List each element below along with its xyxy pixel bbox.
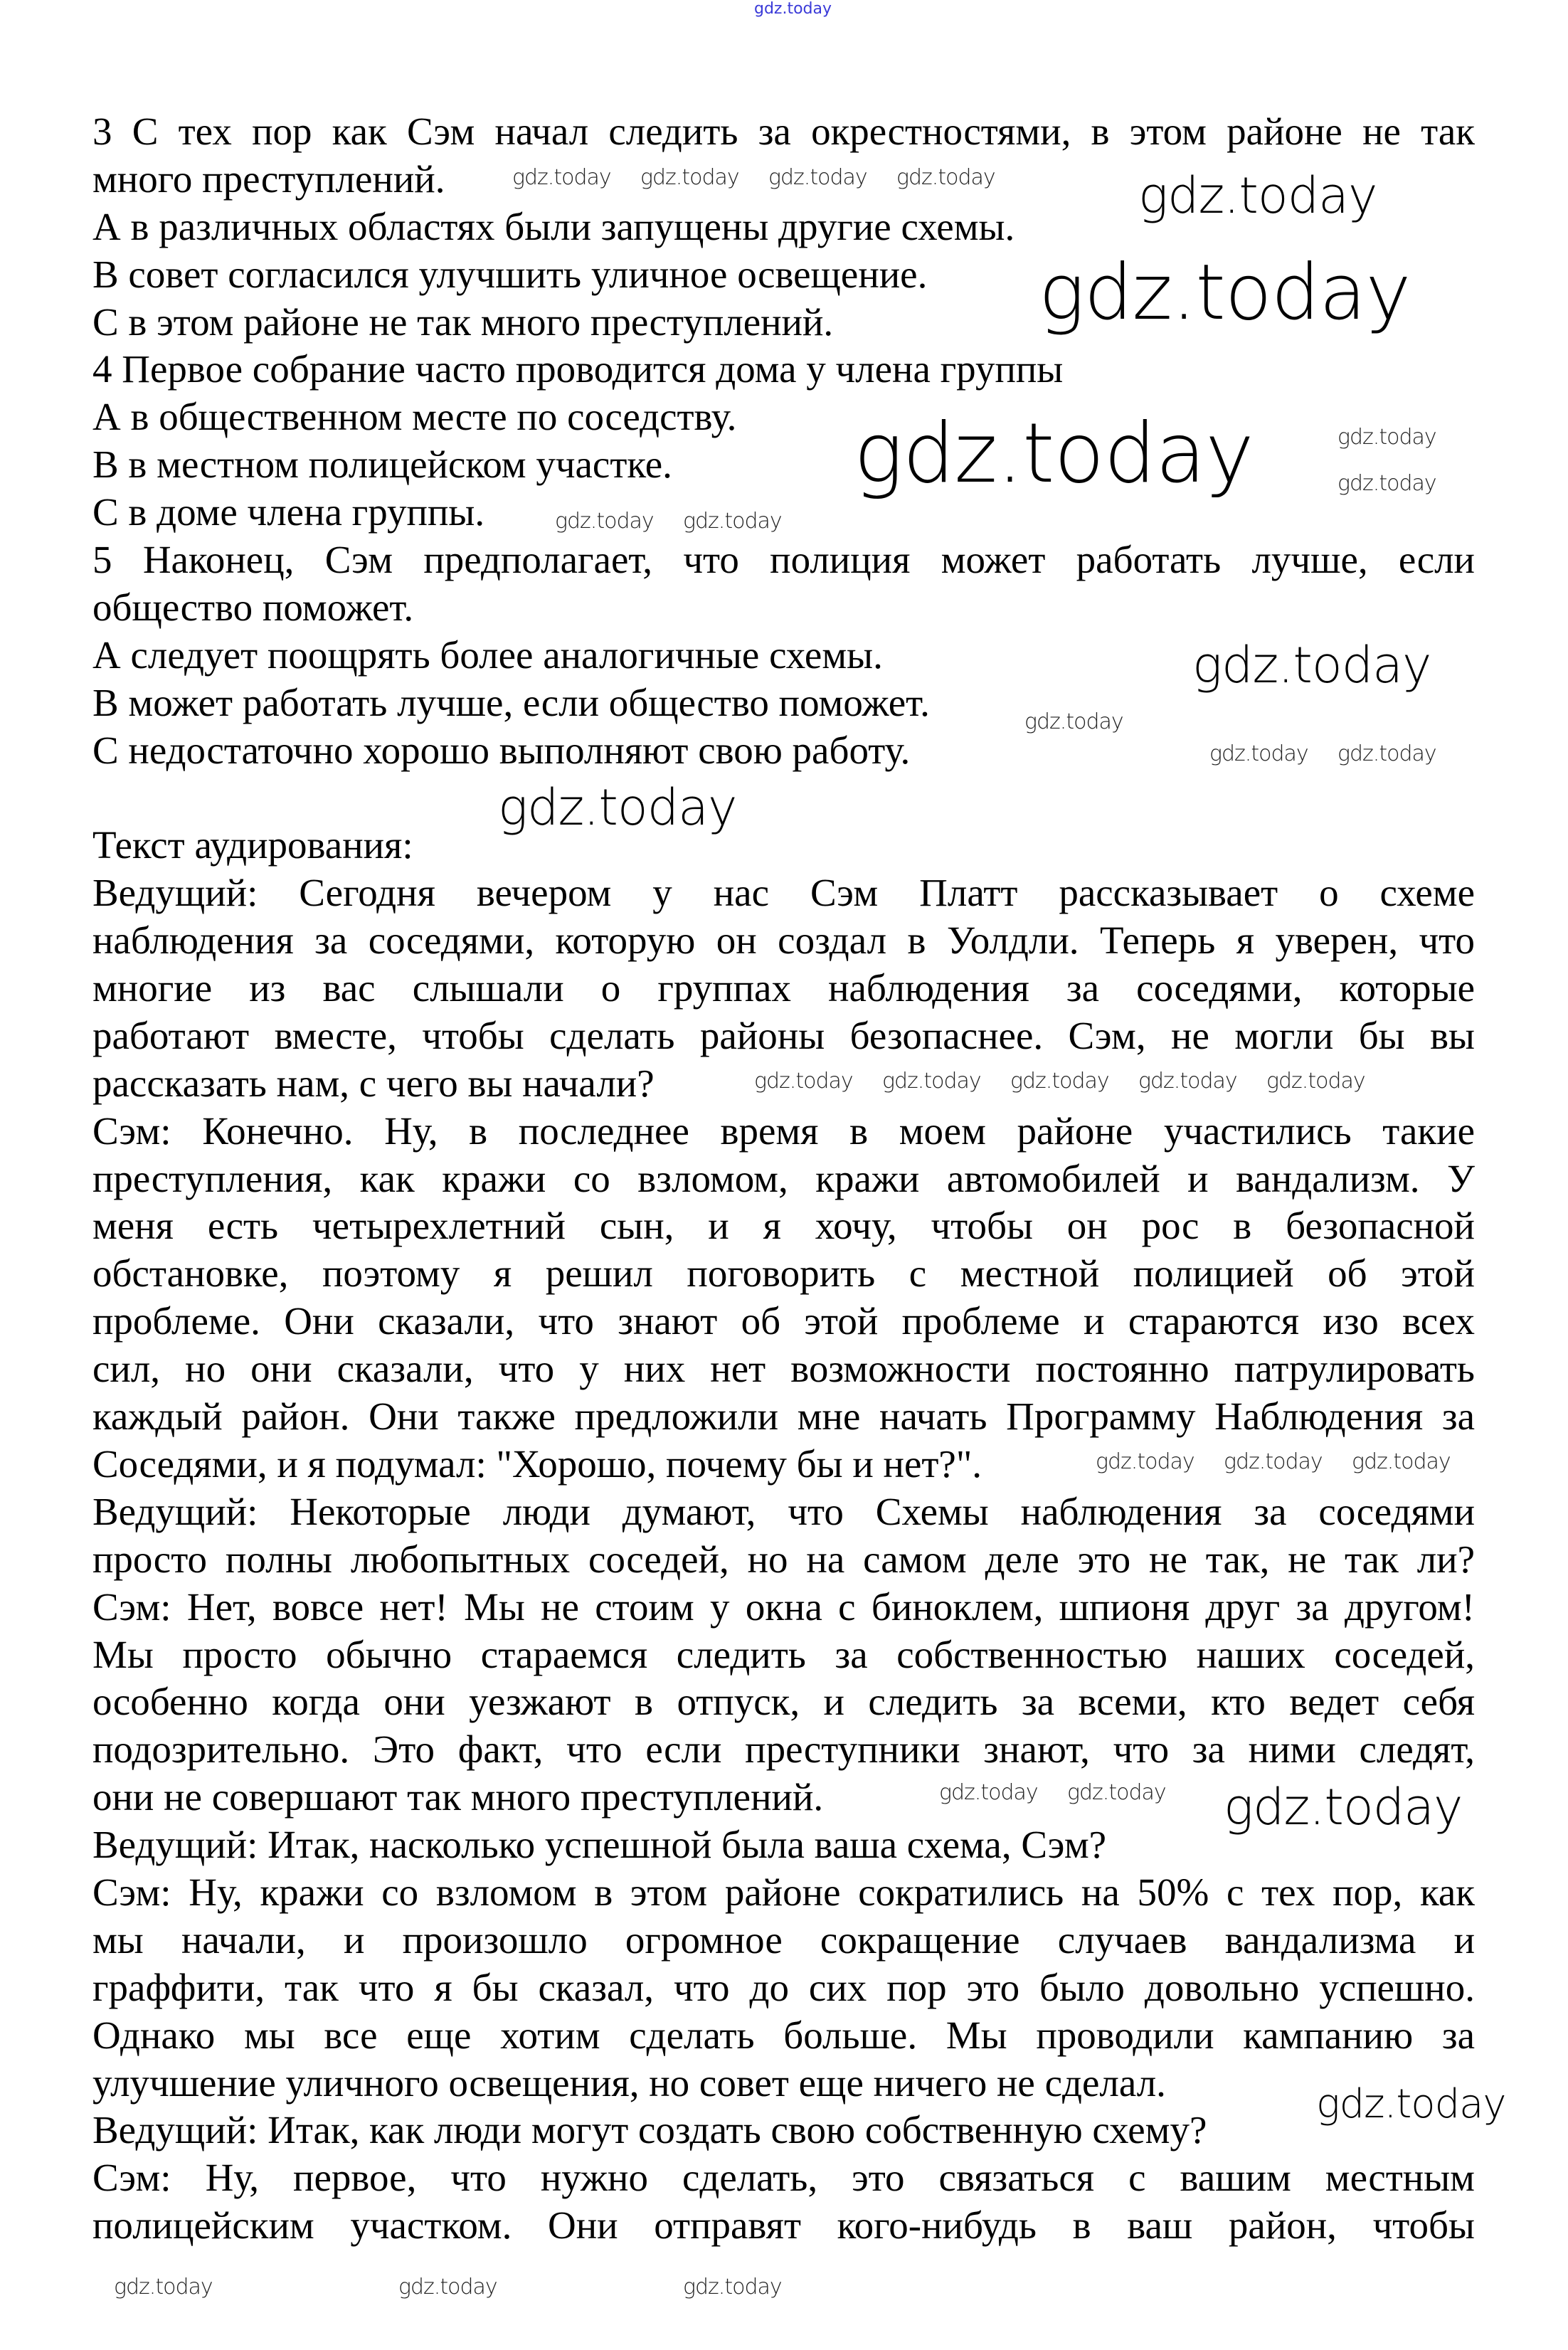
text-line: меня есть четырехлетний сын, и я хочу, чтобы он рос в безопасной [92,1204,1475,1248]
watermark: gdz.today [854,406,1254,502]
text-line: граффити, так что я бы сказал, что до сих пор это было довольно успешно. [92,1965,1475,2009]
text-line: каждый район. Они также предложили мне начать Программу Наблюдения за [92,1394,1475,1439]
text-line: А в различных областях были запущены другие схемы. [92,204,1015,248]
watermark-small: gdz.today [1096,1449,1194,1474]
watermark-small: gdz.today [512,165,611,190]
text-line: С недостаточно хорошо выполняют свою работу. [92,728,911,772]
watermark-small: gdz.today [683,2275,782,2299]
text-line: просто полны любопытных соседей, но на самом деле это не так, не так ли? [92,1537,1475,1581]
watermark-small: gdz.today [896,165,995,190]
text-line: обстановке, поэтому я решил поговорить с местной полицией об этой [92,1251,1475,1296]
text-line: рассказать нам, с чего вы начали? [92,1061,655,1105]
text-line: они не совершают так много преступлений. [92,1775,824,1819]
watermark-small: gdz.today [1024,709,1123,734]
watermark-small: gdz.today [398,2275,497,2299]
watermark-small: gdz.today [1138,1069,1237,1094]
text-line: Мы просто обычно стараемся следить за собственностью наших соседей, [92,1632,1475,1676]
text-line: А следует поощрять более аналогичные схемы. [92,633,883,677]
text-line: С в доме члена группы. [92,490,485,534]
watermark-small: gdz.today [683,509,782,534]
text-line: Сэм: Нет, вовсе нет! Мы не стоим у окна с биноклем, шпионя друг за другом! [92,1584,1475,1629]
text-line: Ведущий: Некоторые люди думают, что Схемы наблюдения за соседями [92,1489,1475,1533]
watermark-small: gdz.today [882,1069,981,1094]
watermark-small: gdz.today [1337,741,1436,766]
text-line: 4 Первое собрание часто проводится дома у члена группы [92,347,1064,391]
text-line: улучшение уличного освещения, но совет еще ничего не сделал. [92,2060,1166,2105]
watermark: gdz.today [498,778,737,837]
text-line: Соседями, и я подумал: "Хорошо, почему бы и нет?". [92,1441,982,1486]
watermark-small: gdz.today [1352,1449,1451,1474]
text-line: общество поможет. [92,585,414,629]
watermark-small: gdz.today [1224,1449,1323,1474]
text-line: сил, но они сказали, что у них нет возможности постоянно патрулировать [92,1347,1475,1391]
watermark-small: gdz.today [1209,741,1308,766]
text-line: В может работать лучше, если общество поможет. [92,680,930,724]
text-line: А в общественном месте по соседству. [92,395,737,439]
watermark-small: gdz.today [640,165,739,190]
text-line: 3 С тех пор как Сэм начал следить за окрестностями, в этом районе не так [92,110,1475,153]
text-line: мы начали, и произошло огромное сокращение случаев вандализма и [92,1917,1475,1962]
text-line: подозрительно. Это факт, что если преступники знают, что за ними следят, [92,1727,1475,1772]
watermark-small: gdz.today [555,509,654,534]
text-line: особенно когда они уезжают в отпуск, и следить за всеми, кто ведет себя [92,1680,1475,1724]
watermark-small: gdz.today [939,1780,1038,1805]
text-line: В совет согласился улучшить уличное освещение. [92,252,928,296]
text-line: Текст аудирования: [92,823,413,867]
text-line: Ведущий: Итак, насколько успешной была ваша схема, Сэм? [92,1823,1107,1867]
watermark: gdz.today [1224,1778,1463,1836]
header-watermark: gdz.today [754,0,832,18]
text-line: Сэм: Ну, кражи со взломом в этом районе сократились на 50% с тех пор, как [92,1870,1475,1914]
watermark-small: gdz.today [1010,1069,1109,1094]
text-line: 5 Наконец, Сэм предполагает, что полиция может работать лучше, если [92,538,1475,582]
watermark-small: gdz.today [1266,1069,1365,1094]
text-line: проблеме. Они сказали, что знают об этой проблеме и стараются изо всех [92,1299,1475,1343]
text-line: Однако мы все еще хотим сделать больше. Мы проводили кампанию за [92,2013,1475,2057]
watermark-small: gdz.today [1337,425,1436,450]
text-line: Ведущий: Сегодня вечером у нас Сэм Платт рассказывает о схеме [92,871,1475,915]
text-line: Сэм: Конечно. Ну, в последнее время в моем районе участились такие [92,1108,1475,1153]
document-body [92,108,1475,2250]
watermark: gdz.today [1192,636,1431,694]
text-line: Ведущий: Итак, как люди могут создать свою собственную схему? [92,2108,1207,2152]
text-line: много преступлений. [92,157,445,201]
text-line: наблюдения за соседями, которую он создал в Уолдли. Теперь я уверен, что [92,919,1475,963]
watermark: gdz.today [1039,248,1411,337]
text-line: С в этом районе не так много преступлений. [92,300,834,344]
watermark-small: gdz.today [114,2275,213,2299]
watermark-small: gdz.today [754,1069,853,1094]
text-line: работают вместе, чтобы сделать районы безопаснее. Сэм, не могли бы вы [92,1013,1475,1057]
watermark-small: gdz.today [768,165,867,190]
watermark: gdz.today [1138,166,1377,225]
text-line: полицейским участком. Они отправят кого-нибудь в ваш район, чтобы [92,2203,1475,2248]
text-line: Сэм: Ну, первое, что нужно сделать, это связаться с вашим местным [92,2156,1475,2200]
text-line: В в местном полицейском участке. [92,443,672,487]
watermark-small: gdz.today [1337,471,1436,496]
text-line: многие из вас слышали о группах наблюдения за соседями, которые [92,966,1475,1010]
text-line: преступления, как кражи со взломом, кражи автомобилей и вандализм. У [92,1156,1475,1200]
watermark: gdz.today [1316,2081,1506,2127]
watermark-small: gdz.today [1067,1780,1166,1805]
